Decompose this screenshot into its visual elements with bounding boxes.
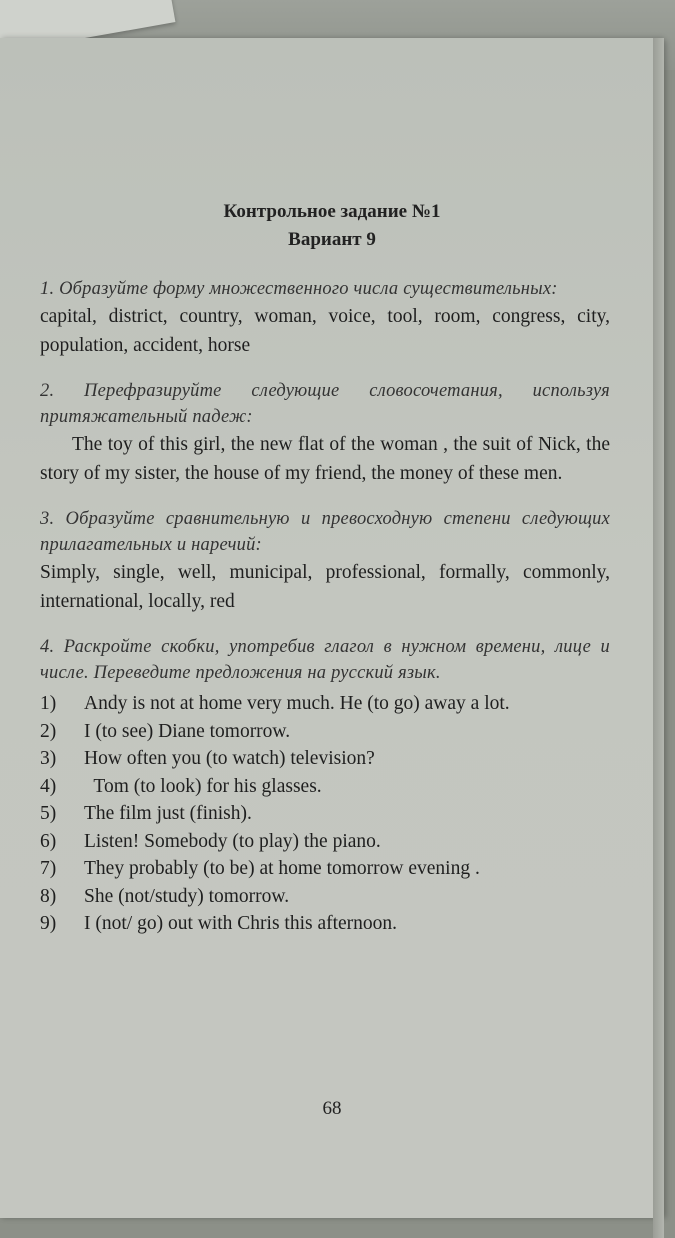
list-item — [40, 883, 610, 911]
page-content — [40, 198, 610, 938]
task-instruction: 4. Раскройте скобки, употребив глагол в нужном времени, лице и числе. Переведите предложения на русский язык. — [40, 637, 610, 683]
list-item — [40, 745, 610, 773]
list-item — [40, 828, 610, 856]
item-text: Tom (to look) for his glasses. — [84, 775, 322, 797]
item-text: Andy is not at home very much. He (to go) away a lot. — [84, 693, 510, 714]
task-2 — [40, 378, 610, 488]
task-text: capital, district, country, woman, voice, tool, room, congress, city, population, accident, horse — [40, 306, 610, 356]
list-item — [40, 855, 610, 883]
item-number: 6) — [40, 830, 57, 852]
item-number: 1) — [40, 693, 57, 714]
task-1 — [40, 276, 610, 360]
page-edge — [653, 38, 664, 1238]
page-title: Контрольное задание №1 — [223, 201, 441, 222]
item-text: She (not/study) tomorrow. — [84, 885, 290, 907]
task-instruction: 2. Перефразируйте следующие словосочетания, используя притяжательный падеж: — [40, 381, 610, 427]
item-number: 3) — [40, 748, 57, 769]
page-number: 68 — [322, 1098, 342, 1119]
item-number: 2) — [40, 720, 57, 742]
item-number: 5) — [40, 803, 57, 824]
item-text: How often you (to watch) television? — [84, 748, 375, 769]
item-number: 8) — [40, 885, 57, 907]
item-text: Listen! Somebody (to play) the piano. — [84, 830, 381, 852]
item-number: 9) — [40, 913, 57, 934]
task-instruction: 3. Образуйте сравнительную и превосходную степени следующих прилагательных и наречий: — [40, 509, 610, 555]
list-item — [40, 773, 610, 801]
book-page — [0, 38, 664, 1218]
exercise-list — [40, 690, 610, 938]
list-item — [40, 800, 610, 828]
item-text: I (to see) Diane tomorrow. — [84, 720, 291, 742]
list-item — [40, 690, 610, 718]
task-text: The toy of this girl, the new flat of the woman , the suit of Nick, the story of my sister, the house of my friend, the money of these men. — [40, 434, 610, 484]
item-text: I (not/ go) out with Chris this afternoon. — [84, 913, 398, 934]
task-text: Simply, single, well, municipal, professional, formally, commonly, international, locally, red — [40, 562, 610, 612]
task-3 — [40, 506, 610, 616]
task-instruction: 1. Образуйте форму множественного числа существительных: — [40, 279, 558, 299]
item-text: The film just (finish). — [84, 803, 252, 824]
variant-title: Вариант 9 — [288, 229, 376, 250]
item-text: They probably (to be) at home tomorrow evening . — [84, 858, 480, 879]
task-4 — [40, 634, 610, 938]
item-number: 7) — [40, 858, 57, 879]
item-number: 4) — [40, 775, 57, 797]
list-item — [40, 910, 610, 938]
list-item — [40, 718, 610, 746]
